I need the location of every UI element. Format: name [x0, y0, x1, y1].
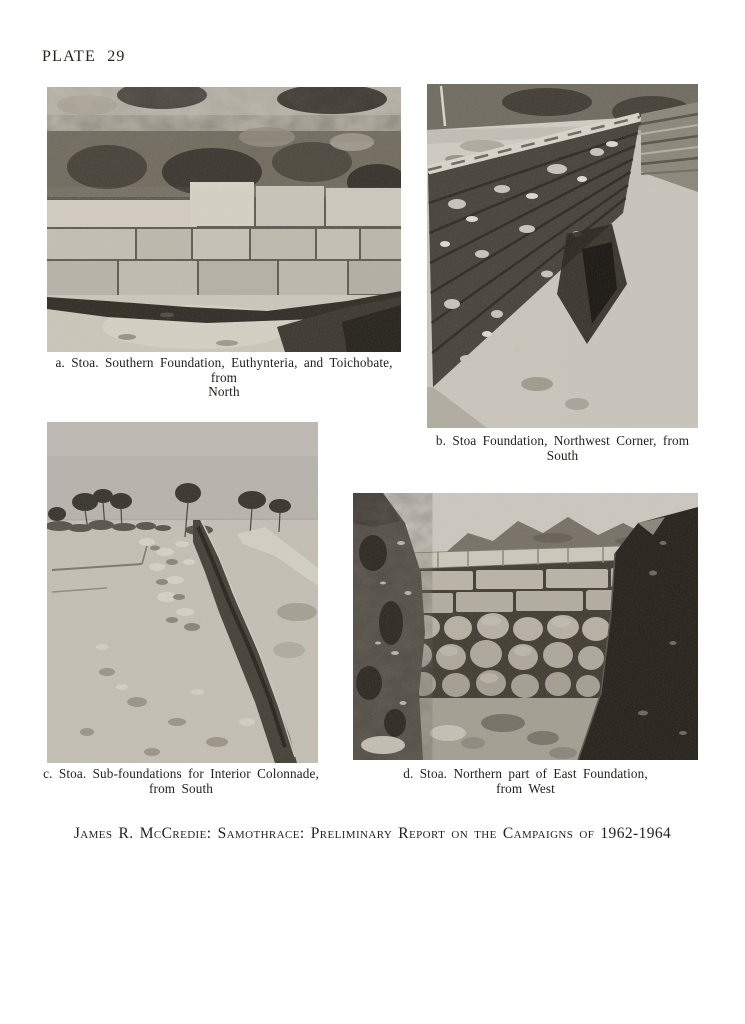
- figure-d-photo: [353, 493, 698, 760]
- figure-a-photo: [47, 87, 401, 352]
- figure-b-caption: [420, 434, 705, 463]
- figure-c-photo: [47, 422, 318, 763]
- plate-label: PLATE 29: [42, 48, 126, 65]
- excavation-wall-photo-d: [353, 493, 698, 760]
- figure-b-caption-line2: South: [546, 447, 579, 463]
- excavation-wall-photo-b: [427, 84, 698, 428]
- figure-b-photo: [427, 84, 698, 428]
- figure-c-caption: [30, 767, 332, 796]
- figure-a-caption-line1: a. Stoa. Southern Foundation, Euthynteria, and Toichobate, from: [55, 355, 393, 385]
- figure-d-caption-line1: d. Stoa. Northern part of East Foundation,: [403, 766, 648, 781]
- figure-a-caption: [42, 356, 406, 400]
- figure-d-caption-line2: from West: [496, 780, 555, 796]
- plate-footer-attribution: James R. McCredie: Samothrace: Preliminary Report on the Campaigns of 1962-1964: [73, 825, 672, 842]
- excavation-wall-photo-a: [47, 87, 401, 352]
- figure-d-caption: [356, 767, 695, 796]
- figure-c-caption-line1: c. Stoa. Sub-foundations for Interior Colonnade,: [43, 766, 319, 781]
- figure-c-caption-line2: from South: [149, 780, 213, 796]
- excavation-terrace-photo-c: [47, 422, 318, 763]
- figure-b-caption-line1: b. Stoa Foundation, Northwest Corner, from: [435, 433, 690, 448]
- figure-a-caption-line2: North: [208, 384, 240, 400]
